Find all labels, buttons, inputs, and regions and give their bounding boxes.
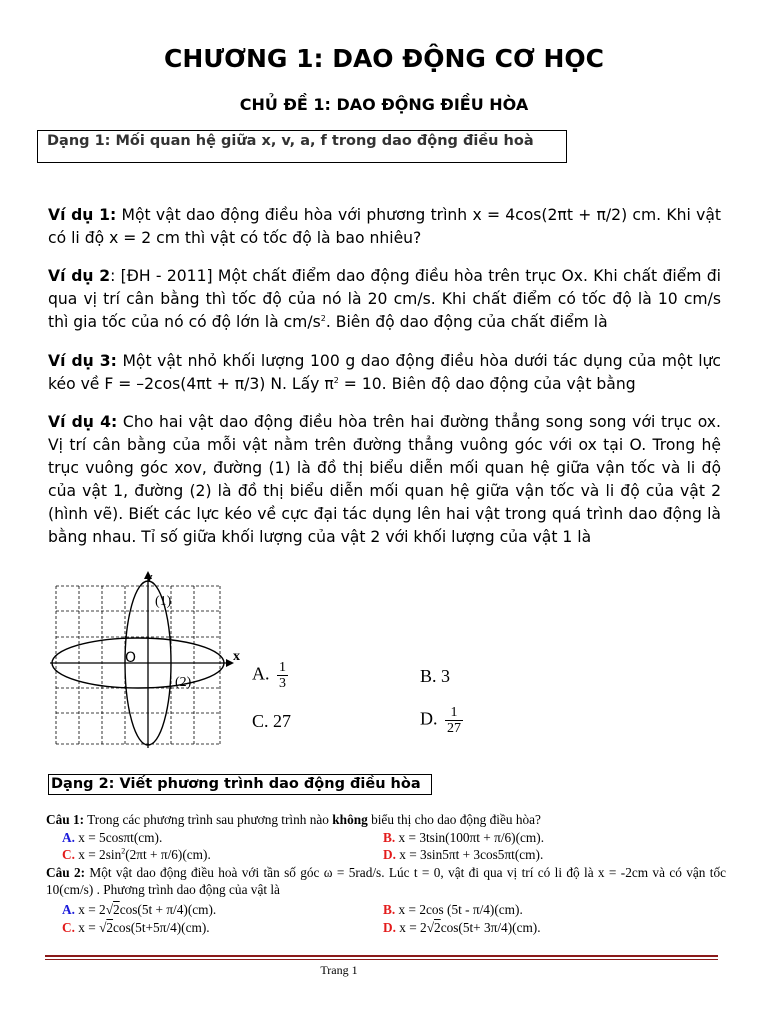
question-2-text: Một vật dao động điều hoà với tần số góc ω = 5rad/s. Lúc t = 0, vật đi qua vị trí có li độ là x = -2cm và có vận tốc 10(cm/s) . Phương trình dao động của vật là [46, 865, 727, 897]
option-d-radicand: 2 [434, 920, 441, 935]
question-1-bold-word: không [332, 812, 368, 827]
answer-d-numerator: 1 [445, 705, 463, 721]
answer-d-label: D. [420, 708, 438, 729]
option-c-letter: C. [62, 847, 75, 862]
axis-x-label: x [233, 649, 240, 664]
curve-1-label: (1) [155, 594, 172, 609]
question-2-option-a [62, 901, 216, 918]
option-a-radicand: 2 [113, 902, 120, 917]
curve-2-label: (2) [175, 675, 192, 690]
example-2 [48, 265, 721, 334]
question-2-option-c [62, 919, 210, 936]
option-d-prefix: x = 2 [395, 920, 427, 935]
option-c-prefix: x = [74, 920, 100, 935]
graph-grid [56, 586, 220, 744]
option-b-letter: B. [383, 830, 396, 845]
answer-a-fraction [277, 660, 288, 691]
option-d-text: x = 3sin5πt + 3cos5πt(cm). [395, 847, 544, 862]
question-2-label: Câu 2: [46, 865, 86, 880]
example-2-text-end: . Biên độ dao động của chất điểm là [325, 313, 608, 331]
example-3 [48, 350, 721, 396]
axis-v-label: v [146, 569, 153, 584]
answer-d [420, 705, 463, 736]
question-1-option-b [383, 829, 544, 846]
question-1-label: Câu 1: [46, 812, 85, 827]
option-b-text: x = 3tsin(100πt + π/6)(cm). [395, 830, 545, 845]
option-c-text: x = 2sin [74, 847, 122, 862]
option-c-suffix: cos(5t+5π/4)(cm). [113, 920, 210, 935]
sqrt-symbol: √ [105, 902, 114, 917]
example-3-sup: 2 [333, 375, 339, 385]
question-1 [46, 811, 726, 828]
question-1-option-d [383, 846, 543, 863]
example-4-label: Ví dụ 4: [48, 413, 118, 431]
page-number: Trang 1 [320, 963, 358, 977]
example-1-text: Một vật dao động điều hòa với phương trình x = 4cos(2πt + π/2) cm. Khi vật có li độ x = 2 cm thì vật có tốc độ là bao nhiêu? [48, 206, 721, 247]
option-a-suffix: cos(5t + π/4)(cm). [119, 902, 217, 917]
example-1 [48, 204, 721, 250]
question-1-text: Trong các phương trình sau phương trình nào [84, 812, 333, 827]
section-type1-title: Dạng 1: Mối quan hệ giữa x, v, a, f trong dao động điều hoà [37, 130, 567, 163]
option-c-text-end: (2πt + π/6)(cm). [125, 847, 211, 862]
example-2-text: : [ĐH - 2011] Một chất điểm dao động điều hòa trên trục Ox. Khi chất điểm đi qua vị trí cân bằng thì tốc độ của nó là 20 cm/s. Khi chất điểm có tốc độ là 10 cm/s thì gia tốc của nó có độ lớn là cm/s [48, 267, 722, 331]
example-3-text-end: = 10. Biên độ dao động của vật bằng [338, 375, 636, 393]
question-2-option-d [383, 919, 541, 936]
answer-b: B. 3 [420, 666, 451, 686]
question-1-option-a [62, 829, 162, 846]
velocity-position-graph [48, 568, 248, 750]
example-2-label: Ví dụ 2 [48, 267, 111, 285]
answer-a-label: A. [252, 663, 270, 684]
option-a-letter: A. [62, 902, 75, 917]
answer-d-denominator: 27 [447, 721, 461, 736]
example-1-label: Ví dụ 1: [48, 206, 117, 224]
option-c-sup: 2 [121, 846, 126, 856]
example-4-text: Cho hai vật dao động điều hòa trên hai đường thẳng song song với trục ox. Vị trí cân bằng của mỗi vật nằm trên đường thẳng vuông góc với ox tại O. Trong hệ trục vuông góc xov, đường (1) là đồ thị biểu diễn mối quan hệ giữa vận tốc và li độ của vật 1, đường (2) là đồ thị biểu diễn mối quan hệ giữa vận tốc và li độ của vật 2 (hình vẽ). Biết các lực kéo về cực đại tác dụng lên hai vật trong quá trình dao động là bằng nhau. Tỉ số giữa khối lượng của vật 2 với khối lượng của vật 1 là [48, 413, 721, 546]
chapter-title: CHƯƠNG 1: DAO ĐỘNG CƠ HỌC [163, 44, 605, 73]
origin-label: O [125, 650, 137, 666]
sqrt-symbol: √ [426, 920, 435, 935]
answer-d-fraction [445, 705, 463, 736]
question-2 [46, 864, 726, 898]
section-type2-title: Dạng 2: Viết phương trình dao động điều hòa [48, 774, 432, 795]
answer-c: C. 27 [252, 711, 292, 731]
option-c-letter: C. [62, 920, 75, 935]
footer-rule-thin [45, 959, 718, 960]
answer-a [252, 660, 288, 691]
option-d-letter: D. [383, 920, 396, 935]
topic-title: CHỦ ĐỀ 1: DAO ĐỘNG ĐIỀU HÒA [239, 95, 529, 114]
graph-axes [50, 571, 234, 748]
example-3-label: Ví dụ 3: [48, 352, 117, 370]
example-4 [48, 411, 721, 549]
question-1-option-c [62, 846, 211, 863]
option-d-suffix: cos(5t+ 3π/4)(cm). [440, 920, 541, 935]
option-d-letter: D. [383, 847, 396, 862]
option-a-letter: A. [62, 830, 75, 845]
option-b-letter: B. [383, 902, 396, 917]
sqrt-symbol: √ [99, 920, 107, 935]
example-2-sup: 2 [320, 313, 326, 323]
question-1-text-end: biểu thị cho dao động điều hòa? [367, 812, 541, 827]
answer-a-denominator: 3 [279, 676, 286, 691]
option-a-prefix: x = 2 [74, 902, 106, 917]
option-c-radicand: 2 [106, 920, 114, 935]
question-2-option-b [383, 901, 523, 918]
footer-rule-thick [45, 955, 718, 957]
answer-a-numerator: 1 [279, 660, 286, 675]
option-b-text: x = 2cos (5t - π/4)(cm). [395, 902, 523, 917]
example-3-text: Một vật nhỏ khối lượng 100 g dao động điều hòa dưới tác dụng của một lực kéo về F = –2cos(4πt + π/3) N. Lấy π [48, 352, 722, 393]
option-a-text: x = 5cosπt(cm). [74, 830, 163, 845]
